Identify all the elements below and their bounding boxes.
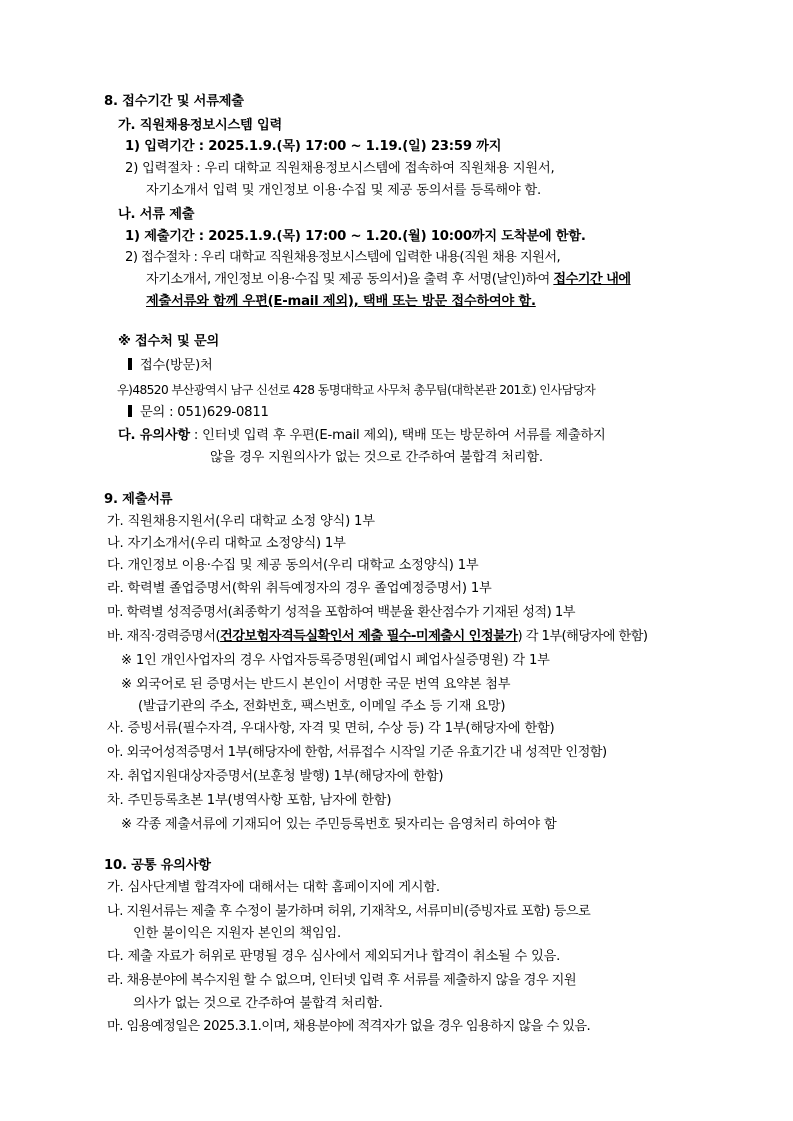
doc-item-da: 다. 개인정보 이용·수집 및 제공 동의서(우리 대학교 소정양식) 1부: [107, 558, 479, 573]
doc-note-foreign-line1: ※ 외국어로 된 증명서는 반드시 본인이 서명한 국문 번역 요약본 첨부: [121, 677, 511, 692]
common-note-ra-line2: 의사가 없는 것으로 간주하여 불합격 처리함.: [133, 996, 383, 1011]
submit-procedure-line3: 제출서류와 함께 우편(E-mail 제외), 택배 또는 방문 접수하여야 함.: [146, 294, 536, 309]
doc-item-ba: [107, 628, 648, 646]
contact-title: ※ 접수처 및 문의: [118, 334, 220, 349]
square-bullet-icon: [128, 358, 132, 370]
section-9-heading: 9. 제출서류: [104, 492, 173, 507]
submit-period: 1) 제출기간 : 2025.1.9.(목) 17:00 ~ 1.20.(월) 10:00까지 도착분에 한함.: [125, 229, 586, 244]
doc-item-ma: 마. 학력별 성적증명서(최종학기 성적을 포함하여 백분율 환산점수가 기재된 성적) 1부: [107, 605, 575, 620]
common-note-na-line2: 인한 불이익은 지원자 본인의 책임임.: [133, 926, 342, 941]
notes-title: 다. 유의사항: [118, 428, 190, 443]
doc-item-ah: 아. 외국어성적증명서 1부(해당자에 한함, 서류접수 시작일 기준 유효기간 내 성적만 인정함): [107, 745, 607, 760]
common-note-ra-line1: 라. 채용분야에 복수지원 할 수 없으며, 인터넷 입력 후 서류를 제출하지 않을 경우 지원: [107, 973, 577, 988]
square-bullet-icon: [128, 405, 132, 417]
doc-item-sa: 사. 증빙서류(필수자격, 우대사항, 자격 및 면허, 수상 등) 각 1부(해당자에 한함): [107, 721, 555, 736]
visit-location-label: [128, 357, 213, 375]
input-period: 1) 입력기간 : 2025.1.9.(목) 17:00 ~ 1.19.(일) 23:59 까지: [125, 139, 502, 154]
section-8-ga-title: 가. 직원채용정보시스템 입력: [118, 118, 283, 133]
notes-text: : 인터넷 입력 후 우편(E-mail 제외), 택배 또는 방문하여 서류를 제출하지: [193, 428, 606, 443]
notes-line1: [118, 427, 606, 445]
visit-location-text: 접수(방문)처: [140, 358, 213, 373]
contact-address: 우)48520 부산광역시 남구 신선로 428 동명대학교 사무처 총무팀(대학본관 201호) 인사담당자: [117, 383, 596, 397]
doc-note-resident-number: ※ 각종 제출서류에 기재되어 있는 주민등록번호 뒷자리는 음영처리 하여야 함: [121, 817, 557, 832]
common-note-na-line1: 나. 지원서류는 제출 후 수정이 불가하며 허위, 기재착오, 서류미비(증빙자료 포함) 등으로: [107, 904, 591, 919]
doc-item-ba-suffix: ) 각 1부(해당자에 한함): [517, 629, 648, 644]
common-note-ga: 가. 심사단계별 합격자에 대해서는 대학 홈페이지에 게시함.: [107, 880, 440, 895]
section-8-na-title: 나. 서류 제출: [118, 207, 195, 222]
contact-phone-text: 문의 : 051)629-0811: [140, 405, 269, 420]
doc-item-ba-text: 바. 재직·경력증명서(: [107, 629, 221, 644]
doc-item-ba-emphasis: 건강보험자격득실확인서 제출 필수-미제출시 인정불가: [220, 629, 518, 644]
section-10-heading: 10. 공통 유의사항: [104, 858, 211, 873]
common-note-ma: 마. 임용예정일은 2025.3.1.이며, 채용분야에 적격자가 없을 경우 임용하지 않을 수 있음.: [107, 1019, 591, 1034]
doc-item-ra: 라. 학력별 졸업증명서(학위 취득예정자의 경우 졸업예정증명서) 1부: [107, 581, 492, 596]
doc-item-na: 나. 자기소개서(우리 대학교 소정양식) 1부: [107, 536, 346, 551]
contact-phone: [128, 404, 269, 422]
common-note-da: 다. 제출 자료가 허위로 판명될 경우 심사에서 제외되거나 합격이 취소될 수 있음.: [107, 949, 561, 964]
submit-procedure-line1: 2) 접수절차 : 우리 대학교 직원채용정보시스템에 입력한 내용(직원 채용 지원서,: [125, 250, 561, 265]
doc-item-ga: 가. 직원채용지원서(우리 대학교 소정 양식) 1부: [107, 514, 375, 529]
input-procedure-line2: 자기소개서 입력 및 개인정보 이용·수집 및 제공 동의서를 등록해야 함.: [146, 183, 542, 198]
input-procedure-line1: 2) 입력절차 : 우리 대학교 직원채용정보시스템에 접속하여 직원채용 지원서,: [125, 161, 555, 176]
submit-procedure-text: 자기소개서, 개인정보 이용·수집 및 제공 동의서)을 출력 후 서명(날인)하여: [146, 272, 554, 287]
submit-deadline-emphasis: 접수기간 내에: [553, 272, 631, 287]
doc-item-ja: 자. 취업지원대상자증명서(보훈청 발행) 1부(해당자에 한함): [107, 769, 444, 784]
submit-procedure-line2: [146, 271, 631, 289]
doc-note-sole-proprietor: ※ 1인 개인사업자의 경우 사업자등록증명원(폐업시 폐업사실증명원) 각 1부: [121, 653, 550, 668]
notes-line2: 않을 경우 지원의사가 없는 것으로 간주하여 불합격 처리함.: [210, 450, 543, 465]
doc-note-foreign-line2: (발급기관의 주소, 전화번호, 팩스번호, 이메일 주소 등 기재 요망): [138, 699, 506, 714]
doc-item-cha: 차. 주민등록초본 1부(병역사항 포함, 남자에 한함): [107, 793, 392, 808]
section-8-heading: 8. 접수기간 및 서류제출: [104, 94, 244, 109]
